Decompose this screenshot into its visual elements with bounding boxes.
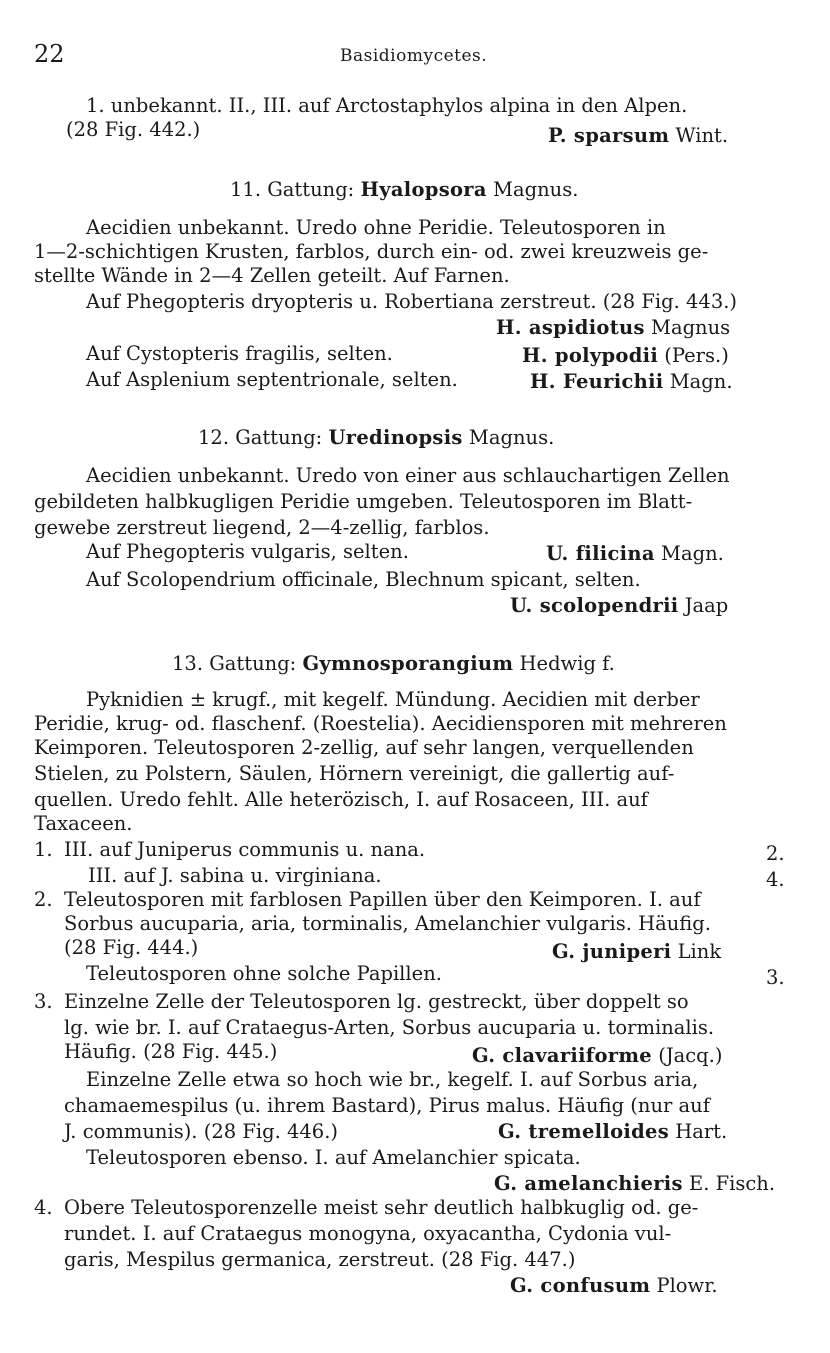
species-name: G. juniperi Link <box>552 940 722 963</box>
text-line: Auf Asplenium septentrionale, selten. <box>86 368 458 391</box>
text-line: Aecidien unbekannt. Uredo von einer aus schlauchartigen Zellen <box>86 464 730 487</box>
species-name: G. tremelloides Hart. <box>498 1120 728 1143</box>
page-number: 22 <box>34 40 65 68</box>
key-line: Häufig. (28 Fig. 445.) <box>64 1040 278 1063</box>
key-number: 2. <box>34 888 53 911</box>
key-number: 1. <box>34 838 53 861</box>
text-line: Auf Cystopteris fragilis, selten. <box>86 342 393 365</box>
key-line: (28 Fig. 444.) <box>64 936 199 959</box>
key-line: lg. wie br. I. auf Crataegus-Arten, Sorbus aucuparia u. torminalis. <box>64 1016 715 1039</box>
key-line: Teleutosporen ohne solche Papillen. <box>86 962 442 985</box>
key-number: 3. <box>34 990 53 1013</box>
genus-heading: 12. Gattung: Uredinopsis Magnus. <box>198 426 555 449</box>
genus-heading: 11. Gattung: Hyalopsora Magnus. <box>230 178 579 201</box>
key-line: Obere Teleutosporenzelle meist sehr deutlich halbkuglig od. ge- <box>64 1196 699 1219</box>
text-line: gewebe zerstreut liegend, 2—4-zellig, farblos. <box>34 516 490 539</box>
key-ref: 4. <box>766 868 785 891</box>
key-line: Einzelne Zelle der Teleutosporen lg. gestreckt, über doppelt so <box>64 990 689 1013</box>
key-line: III. auf Juniperus communis u. nana. <box>64 838 426 861</box>
key-line: rundet. I. auf Crataegus monogyna, oxyacantha, Cydonia vul- <box>64 1222 672 1245</box>
species-name: G. clavariiforme (Jacq.) <box>472 1044 723 1067</box>
text-line: quellen. Uredo fehlt. Alle heterözisch, I. auf Rosaceen, III. auf <box>34 788 648 811</box>
key-line: Teleutosporen mit farblosen Papillen über den Keimporen. I. auf <box>64 888 701 911</box>
key-line: Einzelne Zelle etwa so hoch wie br., kegelf. I. auf Sorbus aria, <box>86 1068 699 1091</box>
species-name: U. scolopendrii Jaap <box>510 594 729 617</box>
genus-heading: 13. Gattung: Gymnosporangium Hedwig f. <box>172 652 615 675</box>
text-line: Peridie, krug- od. flaschenf. (Roestelia). Aecidiensporen mit mehreren <box>34 712 727 735</box>
species-name: G. amelanchieris E. Fisch. <box>494 1172 776 1195</box>
key-line: Teleutosporen ebenso. I. auf Amelanchier spicata. <box>86 1146 581 1169</box>
text-line: Pyknidien ± krugf., mit kegelf. Mündung. Aecidien mit derber <box>86 688 700 711</box>
running-title: Basidiomycetes. <box>340 46 488 66</box>
key-line: III. auf J. sabina u. virginiana. <box>88 864 382 887</box>
text-line: 1—2-schichtigen Krusten, farblos, durch ein- od. zwei kreuzweis ge- <box>34 240 709 263</box>
key-line: Sorbus aucuparia, aria, torminalis, Amelanchier vulgaris. Häufig. <box>64 912 711 935</box>
text-line: Auf Phegopteris dryopteris u. Robertiana zerstreut. (28 Fig. 443.) <box>86 290 738 313</box>
text-line: Taxaceen. <box>34 812 133 835</box>
text-line: 1. unbekannt. II., III. auf Arctostaphylos alpina in den Alpen. <box>86 94 688 117</box>
text-line: Auf Scolopendrium officinale, Blechnum spicant, selten. <box>86 568 641 591</box>
key-ref: 3. <box>766 966 785 989</box>
key-number: 4. <box>34 1196 53 1219</box>
key-line: chamaemespilus (u. ihrem Bastard), Pirus malus. Häufig (nur auf <box>64 1094 710 1117</box>
species-name: U. filicina Magn. <box>546 542 724 565</box>
species-name: H. aspidiotus Magnus <box>496 316 731 339</box>
text-line: Stielen, zu Polstern, Säulen, Hörnern vereinigt, die gallertig auf- <box>34 762 675 785</box>
text-line: stellte Wände in 2—4 Zellen geteilt. Auf Farnen. <box>34 264 510 287</box>
species-name: P. sparsum Wint. <box>548 124 729 147</box>
key-ref: 2. <box>766 842 785 865</box>
species-name: H. polypodii (Pers.) <box>522 344 729 367</box>
text-line: Aecidien unbekannt. Uredo ohne Peridie. Teleutosporen in <box>86 216 666 239</box>
text-line: (28 Fig. 442.) <box>66 118 201 141</box>
text-line: Auf Phegopteris vulgaris, selten. <box>86 540 409 563</box>
text-line: gebildeten halbkugligen Peridie umgeben. Teleutosporen im Blatt- <box>34 490 693 513</box>
key-line: J. communis). (28 Fig. 446.) <box>64 1120 338 1143</box>
key-line: garis, Mespilus germanica, zerstreut. (28 Fig. 447.) <box>64 1248 576 1271</box>
species-name: G. confusum Plowr. <box>510 1274 718 1297</box>
species-name: H. Feurichii Magn. <box>530 370 733 393</box>
text-line: Keimporen. Teleutosporen 2-zellig, auf sehr langen, verquellenden <box>34 736 694 759</box>
